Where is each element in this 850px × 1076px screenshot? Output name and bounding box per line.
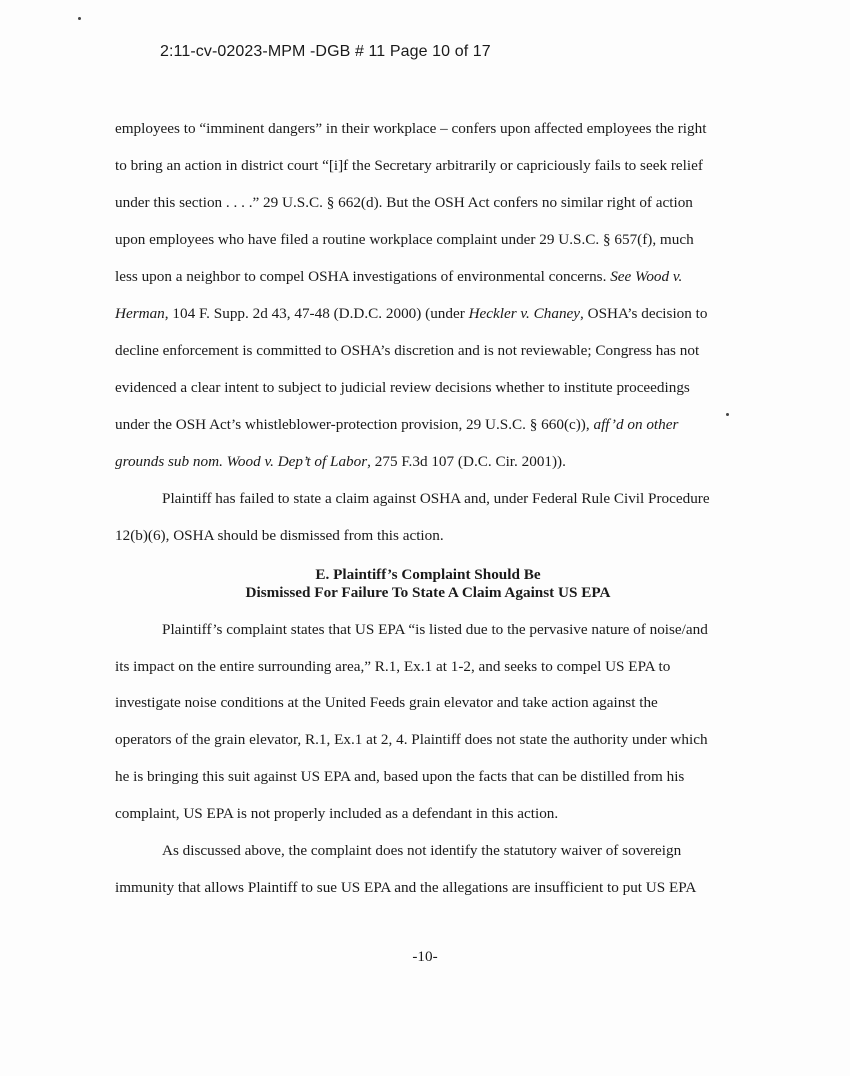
text-line: employees to “imminent dangers” in their workplace – confers upon affected employees the right (115, 120, 707, 137)
text-line: decline enforcement is committed to OSHA’s discretion and is not reviewable; Congress has not (115, 342, 700, 359)
citation-italic: grounds sub nom. Wood v. Dep’t of Labor (115, 453, 368, 470)
text-run: less upon a neighbor to compel OSHA investigations of environmental concerns. (115, 268, 611, 285)
text-line (115, 305, 707, 323)
page-number: -10- (412, 948, 438, 965)
text-line: its impact on the entire surrounding area,” R.1, Ex.1 at 1-2, and seeks to compel US EPA to (115, 658, 671, 675)
text-line (115, 268, 682, 286)
text-line (115, 453, 566, 471)
text-line: Plaintiff’s complaint states that US EPA “is listed due to the pervasive nature of noise/and (162, 621, 708, 638)
text-line: investigate noise conditions at the United Feeds grain elevator and take action against the (115, 694, 658, 711)
text-line: operators of the grain elevator, R.1, Ex.1 at 2, 4. Plaintiff does not state the authority under which (115, 731, 708, 748)
text-line: As discussed above, the complaint does not identify the statutory waiver of sovereign (162, 842, 682, 859)
scan-speck (78, 17, 81, 20)
text-line: evidenced a clear intent to subject to judicial review decisions whether to institute proceedings (115, 379, 690, 396)
text-line: upon employees who have filed a routine workplace complaint under 29 U.S.C. § 657(f), much (115, 231, 694, 248)
citation-italic: Heckler v. Chaney (468, 305, 581, 322)
text-line: complaint, US EPA is not properly included as a defendant in this action. (115, 805, 559, 822)
text-run: , OSHA’s decision to (580, 305, 708, 322)
text-line: under this section . . . .” 29 U.S.C. § 662(d). But the OSH Act confers no similar right of action (115, 194, 693, 211)
text-line: immunity that allows Plaintiff to sue US EPA and the allegations are insufficient to put US EPA (115, 879, 697, 896)
text-line (115, 416, 678, 434)
text-run: under the OSH Act’s whistleblower-protection provision, 29 U.S.C. § 660(c)), (115, 416, 594, 433)
text-line: 12(b)(6), OSHA should be dismissed from this action. (115, 527, 444, 544)
scan-speck (726, 413, 729, 416)
text-line: Plaintiff has failed to state a claim against OSHA and, under Federal Rule Civil Procedure (162, 490, 710, 507)
citation-italic: See Wood v. (610, 268, 683, 285)
text-run: , 275 F.3d 107 (D.C. Cir. 2001)). (367, 453, 566, 470)
text-run: , 104 F. Supp. 2d 43, 47-48 (D.D.C. 2000) (under (164, 305, 469, 322)
section-heading: Dismissed For Failure To State A Claim Against US EPA (245, 584, 611, 601)
citation-italic: Herman (115, 305, 165, 322)
text-line: to bring an action in district court “[i]f the Secretary arbitrarily or capriciously fails to seek relief (115, 157, 703, 174)
section-heading: E. Plaintiff’s Complaint Should Be (315, 566, 541, 583)
case-header: 2:11-cv-02023-MPM -DGB # 11 Page 10 of 17 (160, 43, 491, 60)
citation-italic: aff’d on other (593, 416, 679, 433)
text-line: he is bringing this suit against US EPA and, based upon the facts that can be distilled from his (115, 768, 685, 785)
